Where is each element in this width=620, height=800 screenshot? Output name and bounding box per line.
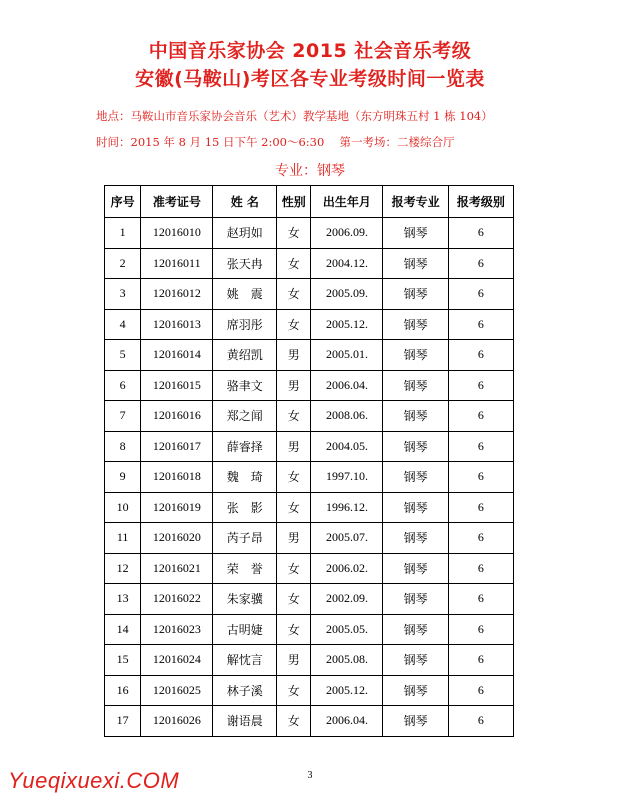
table-cell: 朱家骥 xyxy=(213,584,277,615)
table-cell: 2005.07. xyxy=(311,523,383,554)
table-cell: 林子溪 xyxy=(213,675,277,706)
table-cell: 9 xyxy=(105,462,141,493)
table-cell: 赵玥如 xyxy=(213,218,277,249)
table-cell: 骆聿文 xyxy=(213,370,277,401)
table-cell: 男 xyxy=(277,523,311,554)
table-cell: 6 xyxy=(448,614,513,645)
table-cell: 12016026 xyxy=(141,706,213,737)
table-cell: 女 xyxy=(277,248,311,279)
table-row xyxy=(105,340,514,371)
table-row xyxy=(105,248,514,279)
table-cell: 2 xyxy=(105,248,141,279)
table-header-row xyxy=(105,186,514,218)
table-row xyxy=(105,614,514,645)
table-cell: 12016011 xyxy=(141,248,213,279)
table-cell: 14 xyxy=(105,614,141,645)
header-cell: 序号 xyxy=(105,186,141,218)
table-cell: 15 xyxy=(105,645,141,676)
table-cell: 女 xyxy=(277,462,311,493)
table-cell: 1 xyxy=(105,218,141,249)
table-row xyxy=(105,431,514,462)
table-cell: 12016018 xyxy=(141,462,213,493)
table-cell: 6 xyxy=(448,370,513,401)
header-cell: 报考专业 xyxy=(383,186,448,218)
table-cell: 12 xyxy=(105,553,141,584)
table-cell: 6 xyxy=(448,462,513,493)
table-cell: 13 xyxy=(105,584,141,615)
document-subtitle: 安徽(马鞍山)考区各专业考级时间一览表 xyxy=(135,68,485,90)
table-cell: 钢琴 xyxy=(383,706,448,737)
table-cell: 17 xyxy=(105,706,141,737)
header-cell: 姓 名 xyxy=(213,186,277,218)
table-cell: 12016010 xyxy=(141,218,213,249)
table-cell: 12016015 xyxy=(141,370,213,401)
table-cell: 钢琴 xyxy=(383,553,448,584)
table-cell: 12016021 xyxy=(141,553,213,584)
table-cell: 2008.06. xyxy=(311,401,383,432)
table-row xyxy=(105,523,514,554)
table-cell: 6 xyxy=(448,492,513,523)
table-cell: 6 xyxy=(448,248,513,279)
table-cell: 12016012 xyxy=(141,279,213,310)
major-label: 专业：钢琴 xyxy=(275,163,345,179)
table-cell: 6 xyxy=(448,675,513,706)
table-body xyxy=(105,218,514,737)
table-cell: 6 xyxy=(448,706,513,737)
table-row xyxy=(105,462,514,493)
table-row xyxy=(105,675,514,706)
table-cell: 12016024 xyxy=(141,645,213,676)
table-cell: 女 xyxy=(277,309,311,340)
table-cell: 1997.10. xyxy=(311,462,383,493)
table-cell: 钢琴 xyxy=(383,279,448,310)
header-cell: 出生年月 xyxy=(311,186,383,218)
table-cell: 7 xyxy=(105,401,141,432)
table-cell: 12016013 xyxy=(141,309,213,340)
table-cell: 12016025 xyxy=(141,675,213,706)
table-row xyxy=(105,645,514,676)
table-row xyxy=(105,492,514,523)
table-cell: 钢琴 xyxy=(383,675,448,706)
table-cell: 2005.05. xyxy=(311,614,383,645)
table-cell: 谢语晨 xyxy=(213,706,277,737)
table-cell: 8 xyxy=(105,431,141,462)
table-cell: 女 xyxy=(277,492,311,523)
table-cell: 3 xyxy=(105,279,141,310)
table-cell: 12016019 xyxy=(141,492,213,523)
table-row xyxy=(105,706,514,737)
table-cell: 男 xyxy=(277,645,311,676)
table-cell: 女 xyxy=(277,401,311,432)
table-cell: 荣 誉 xyxy=(213,553,277,584)
table-row xyxy=(105,370,514,401)
table-cell: 16 xyxy=(105,675,141,706)
table-cell: 郑之闻 xyxy=(213,401,277,432)
table-cell: 钢琴 xyxy=(383,248,448,279)
table-cell: 6 xyxy=(448,431,513,462)
table-cell: 男 xyxy=(277,370,311,401)
table-cell: 魏 琦 xyxy=(213,462,277,493)
table-cell: 薛睿择 xyxy=(213,431,277,462)
table-cell: 6 xyxy=(448,401,513,432)
table-cell: 6 xyxy=(448,340,513,371)
page-number: 3 xyxy=(307,770,313,781)
exam-location: 地点：马鞍山市音乐家协会音乐（艺术）教学基地（东方明珠五村 1 栋 104） xyxy=(96,109,493,123)
table-row xyxy=(105,584,514,615)
table-cell: 2004.12. xyxy=(311,248,383,279)
table-cell: 女 xyxy=(277,706,311,737)
table-cell: 女 xyxy=(277,553,311,584)
table-cell: 2005.08. xyxy=(311,645,383,676)
table-cell: 12016017 xyxy=(141,431,213,462)
table-cell: 1996.12. xyxy=(311,492,383,523)
table-cell: 12016022 xyxy=(141,584,213,615)
table-cell: 钢琴 xyxy=(383,584,448,615)
table-cell: 11 xyxy=(105,523,141,554)
table-cell: 钢琴 xyxy=(383,431,448,462)
table-cell: 6 xyxy=(448,523,513,554)
table-cell: 钢琴 xyxy=(383,523,448,554)
header-cell: 准考证号 xyxy=(141,186,213,218)
table-cell: 2005.01. xyxy=(311,340,383,371)
table-cell: 钢琴 xyxy=(383,401,448,432)
table-cell: 6 xyxy=(448,645,513,676)
table-cell: 男 xyxy=(277,431,311,462)
table-cell: 钢琴 xyxy=(383,614,448,645)
table-cell: 钢琴 xyxy=(383,492,448,523)
table-cell: 席羽彤 xyxy=(213,309,277,340)
header-cell: 报考级别 xyxy=(448,186,513,218)
table-cell: 钢琴 xyxy=(383,370,448,401)
table-cell: 芮子昂 xyxy=(213,523,277,554)
table-cell: 黄绍凯 xyxy=(213,340,277,371)
table-cell: 女 xyxy=(277,584,311,615)
table-cell: 钢琴 xyxy=(383,218,448,249)
table-cell: 钢琴 xyxy=(383,340,448,371)
table-cell: 男 xyxy=(277,340,311,371)
table-cell: 10 xyxy=(105,492,141,523)
table-cell: 女 xyxy=(277,279,311,310)
table-cell: 12016023 xyxy=(141,614,213,645)
table-cell: 2005.12. xyxy=(311,675,383,706)
table-cell: 2006.02. xyxy=(311,553,383,584)
table-row xyxy=(105,401,514,432)
table-cell: 12016014 xyxy=(141,340,213,371)
table-cell: 姚 震 xyxy=(213,279,277,310)
table-cell: 钢琴 xyxy=(383,645,448,676)
table-row xyxy=(105,309,514,340)
table-cell: 2005.12. xyxy=(311,309,383,340)
table-cell: 解忱言 xyxy=(213,645,277,676)
document-title: 中国音乐家协会 2015 社会音乐考级 xyxy=(148,40,472,62)
table-cell: 2002.09. xyxy=(311,584,383,615)
table-cell: 6 xyxy=(448,218,513,249)
table-row xyxy=(105,218,514,249)
table-cell: 6 xyxy=(448,279,513,310)
table-cell: 古明婕 xyxy=(213,614,277,645)
table-cell: 2006.04. xyxy=(311,370,383,401)
site-watermark: Yueqixuexi.COM xyxy=(8,768,180,793)
candidate-table xyxy=(104,185,514,737)
table-cell: 2006.04. xyxy=(311,706,383,737)
table-row xyxy=(105,279,514,310)
table-cell: 6 xyxy=(448,584,513,615)
header-cell: 性别 xyxy=(277,186,311,218)
table-cell: 钢琴 xyxy=(383,309,448,340)
table-cell: 5 xyxy=(105,340,141,371)
table-cell: 钢琴 xyxy=(383,462,448,493)
table-cell: 2005.09. xyxy=(311,279,383,310)
table-row xyxy=(105,553,514,584)
table-cell: 6 xyxy=(105,370,141,401)
table-cell: 张天冉 xyxy=(213,248,277,279)
table-cell: 12016016 xyxy=(141,401,213,432)
table-cell: 12016020 xyxy=(141,523,213,554)
table-cell: 张 影 xyxy=(213,492,277,523)
table-cell: 女 xyxy=(277,614,311,645)
table-cell: 4 xyxy=(105,309,141,340)
table-cell: 6 xyxy=(448,309,513,340)
table-cell: 女 xyxy=(277,675,311,706)
table-cell: 2006.09. xyxy=(311,218,383,249)
table-cell: 2004.05. xyxy=(311,431,383,462)
table-cell: 6 xyxy=(448,553,513,584)
exam-time: 时间：2015 年 8 月 15 日下午 2:00～6:30 第一考场：二楼综合厅 xyxy=(96,135,455,149)
table-cell: 女 xyxy=(277,218,311,249)
